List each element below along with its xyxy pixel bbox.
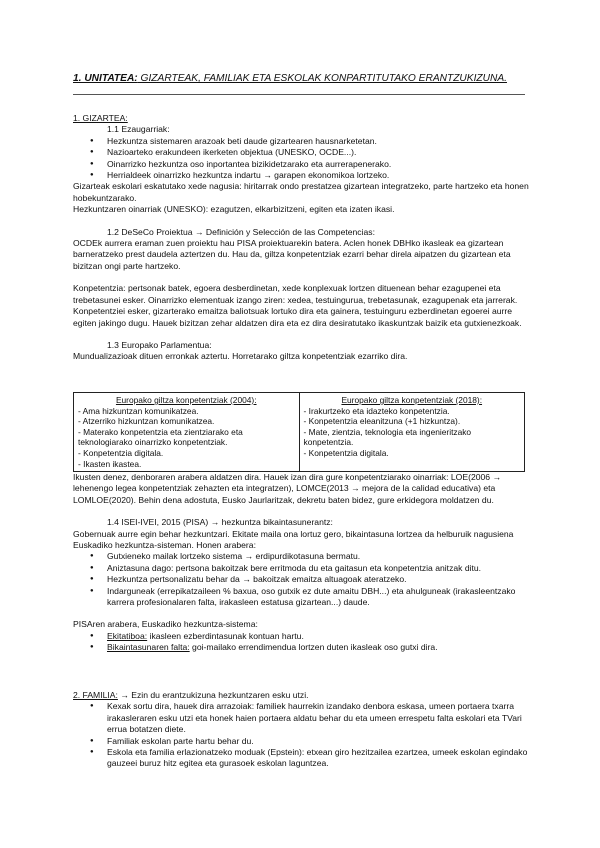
table-line: - Ikasten ikastea. — [78, 458, 142, 469]
pisa-list — [73, 551, 533, 608]
table-line: - Ama hizkuntzan komunikatzea. — [78, 405, 199, 416]
subheading-1-1: 1.1 Ezaugarriak: — [107, 124, 170, 135]
table-line: - Konpetentzia eleanitzuna (+1 hizkuntza). — [303, 416, 461, 427]
unit-title — [73, 72, 533, 85]
list-item: ● Indarguneak (errepikatzaileen % baxua, oso gutxik ez dute amaitu DBH...) eta ahulguneak (irakasleentzako karrera profesionalaren falta, irakasleen estatusa gizartean...) daude. — [73, 586, 533, 609]
table-line: - Konpetentzia digitala. — [78, 447, 164, 458]
list-item: ● Hezkuntza sistemaren arazoak beti daude gizartearen hausnarketetan. — [73, 136, 533, 147]
paragraph: Ikusten denez, denboraren arabera aldatzen dira. Hauek izan dira gure konpetentziarako oinarriak: LOE(2006 → lehenengo legea konpetentziak zehazten eta integratzen), LOMCE(2013 → mejora de la calidad educativa) eta LOMLOE(2020). Behin dena adostuta, Eusko Jaurlaritzak, dekretu baten bidez, gure erkidegora moldatzen du. — [73, 472, 502, 505]
list-item: ● Nazioarteko erakundeen ikerketen objektua (UNESKO, OCDE...). — [73, 147, 533, 158]
unit-number: 1. UNITATEA: — [73, 73, 138, 84]
section-gizartea — [73, 113, 533, 363]
paragraph: PISAren arabera, Euskadiko hezkuntza-sistema: — [73, 619, 258, 630]
paragraph: Hezkuntzaren oinarriak (UNESKO): ezagutzen, elkarbizitzeni, egiten eta izaten ikasi. — [73, 204, 395, 215]
table-line: - Mate, zientzia, teknologia eta ingenieritzako konpetentzia. — [303, 426, 472, 448]
paragraph: Gobernuak aurre egin behar hezkuntzari. Ekitate maila ona lortuz gero, bikaintasuna lortzea da helburuik nagusiena Euskadiko hezkuntza-sisteman. Honen arabera: — [73, 528, 514, 551]
section-gizartea-cont — [73, 472, 533, 654]
list-item: ● Ekitatiboa: ikasleen ezberdintasunak kontuan hartu. — [73, 631, 533, 642]
title-divider — [73, 94, 525, 95]
list-item: ● Herrialdeek oinarrizko hezkuntza indartu → garapen ekonomikoa lortzeko. — [73, 170, 533, 181]
family-list — [73, 701, 533, 769]
paragraph: Mundualizazioak dituen erronkak aztertu. Horretarako giltza konpetentziak ezarriko dira. — [73, 351, 408, 362]
section-familia — [73, 690, 533, 770]
list-item: ● Kexak sortu dira, hauek dira arrazoiak: familiek haurrekin izandako denbora eskasa, umeen portaera txarra irakasleraren esku utzi eta honek haien portaera aldatu behar du eta umeen errespetu falta eskolari eta TVari errua botatzen diete. — [73, 701, 533, 735]
list-item: ● Eskola eta familia erlazionatzeko moduak (Epstein): etxean giro hezitzailea ezartzea, umeek eskolan egindako gauzeei buruz hitz egitea eta gurasoek eskolan laguntzea. — [73, 747, 533, 770]
subheading-1-3: 1.3 Europako Parlamentua: — [107, 339, 212, 350]
table-line: - Konpetentzia digitala. — [303, 447, 389, 458]
section-heading: 2. FAMILIA: → Ezin du erantzukizuna hezkuntzaren esku utzi. — [73, 690, 309, 700]
unit-subtitle: GIZARTEAK, FAMILIAK ETA ESKOLAK KONPARTITUTAKO ERANTZUKIZUNA. — [137, 73, 507, 84]
subheading-1-4: 1.4 ISEI-IVEI, 2015 (PISA) → hezkuntza bikaintasunerantz: — [107, 517, 333, 528]
paragraph: Konpetentzia: pertsonak batek, egoera desberdinetan, xede konplexuak lortzen dituenean behar ezagupenei eta trebetasunei esker. Oinarrizko elementuak izango ziren: xedea, testuingurua, trebetasunak, ezagupenak eta jarrerak. Konpetentziei esker, gizarterako emaitza baliotsuak lortuko dira eta gainera, testuinguru ezberdinetan egoerei aurre egiten jakingo dugu. Hauek bizitzan zehar aldatzen dira eta ez dira desiratutako ikaskuntzak baizik eta gutxienezkoak. — [73, 283, 522, 328]
table-header: Europako giltza konpetentziak (2004): — [115, 395, 257, 405]
section-heading: 1. GIZARTEA: — [73, 113, 128, 123]
list-item: ● Oinarrizko hezkuntza oso inportantea bizikidetzarako eta aurrerapenerako. — [73, 159, 533, 170]
list-item: ● Bikaintasunaren falta: goi-mailako errendimendua lortzen duten ikasleak oso gutxi dira. — [73, 642, 533, 653]
paragraph: OCDEk aurrera eraman zuen proiektu hau PISA proiektuarekin batera. Aclen honek DBHko ikasleak ea gizartean barneratzeko prest daudela aztertzen du. Hau da, giltza konpetentziak ezarri behar direla aipatzen du gizartean eta bizitzan ongi parte hartzeko. — [73, 238, 511, 271]
paragraph: Gizarteak eskolari eskatutako xede nagusia: hiritarrak ondo prestatzea gizartean integratzeko, parte hartzeko eta honen hobekuntzarako. — [73, 181, 529, 203]
table-cell-2018 — [299, 393, 525, 472]
subheading-1-2: 1.2 DeSeCo Proiektua → Definición y Selección de las Competencias: — [107, 226, 375, 237]
table-cell-2004 — [74, 393, 300, 472]
table-line: - Materako konpetentzia eta zientziarako eta teknologiarako oinarrizko konpetentziak. — [78, 426, 243, 448]
list-item: ● Hezkuntza pertsonalizatu behar da → bakoitzak emaitza altuagoak ateratzeko. — [73, 574, 533, 585]
list-item: ● Aniztasuna dago: pertsona bakoitzak bere erritmoda du eta gaitasun eta konpetentzia anitzak ditu. — [73, 563, 533, 574]
pisa-system-list — [73, 631, 533, 654]
list-item: ● Gutxieneko mailak lortzeko sistema → erdipurdikotasuna bermatu. — [73, 551, 533, 562]
features-list — [73, 136, 533, 182]
table-header: Europako giltza konpetentziak (2018): — [341, 395, 483, 405]
table-line: - Irakurtzeko eta idazteko konpetentzia. — [303, 405, 450, 416]
list-item: ● Familiak eskolan parte hartu behar du. — [73, 736, 533, 747]
table-line: - Atzerriko hizkuntzan komunikatzea. — [78, 416, 215, 427]
competences-table — [73, 392, 525, 472]
